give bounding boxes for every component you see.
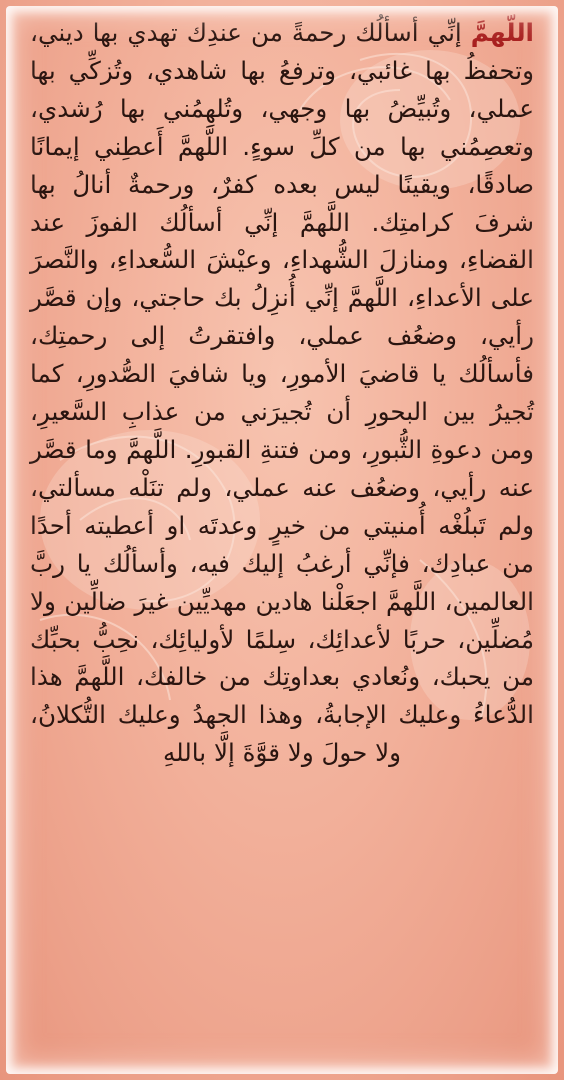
dua-body: إنِّي أسألُك رحمةً من عندِك تهدي بها ديني، وتحفظُ بها غائبي، وترفعُ بها شاهدي، وتُزكِّي بها عملي، وتُبيِّضُ بها وجهي، وتُلهِمُني بها رُشدي، وتعصِمُني بها من كلِّ سوءٍ. اللَّهمَّ أَعطِني إيمانًا صادقًا، ويقينًا ليس بعده كفرٌ، ورحمةٌ أنالُ بها شرفَ كرامتِك. اللَّهمَّ إنِّي أسألُك الفوزَ عند القضاءِ، ومنازلَ الشُّهداءِ، وعيْشَ السُّعداءِ، والنَّصرَ على الأعداءِ، اللَّهمَّ إنِّي أُنزِلُ بك حاجتي، وإن قصَّر رأيي، وضعُف عملي، وافتقرتُ إلى رحمتِك، فأسألُك يا قاضيَ الأمورِ، ويا شافيَ الصُّدورِ، كما تُجيرُ بين البحورِ أن تُجيرَني من عذابِ السَّعيرِ، ومن دعوةِ الثُّبورِ، ومن فتنةِ القبورِ. اللَّهمَّ وما قصَّر عنه رأيي، وضعُف عنه عملي، ولم تنَلْه مسألتي، ولم تَبلُغْه أُمنيتي من خيرٍ وعدتَه او أعطيته أحدًا من عبادِك، فإنِّي أرغبُ إليك فيه، وأسألُك يا ربَّ العالمين، اللَّهمَّ اجعَلْنا هادين مهديِّين غيرَ ضالِّين ولا مُضلِّين، حربًا لأعدائِك، سِلمًا لأوليائِك، نحِبُّ بحبِّك من يحبك، ونُعادي بعداوتِك من خالفك، اللَّهمَّ هذا الدُّعاءُ وعليك الإجابةُ، وهذا الجهدُ وعليك التُّكلانُ، ولا حولَ ولا قوَّةَ إلَّا باللهِ: [30, 18, 534, 768]
dua-lead-word: اللّهمَّ: [470, 18, 534, 47]
dua-text: [30, 14, 534, 772]
